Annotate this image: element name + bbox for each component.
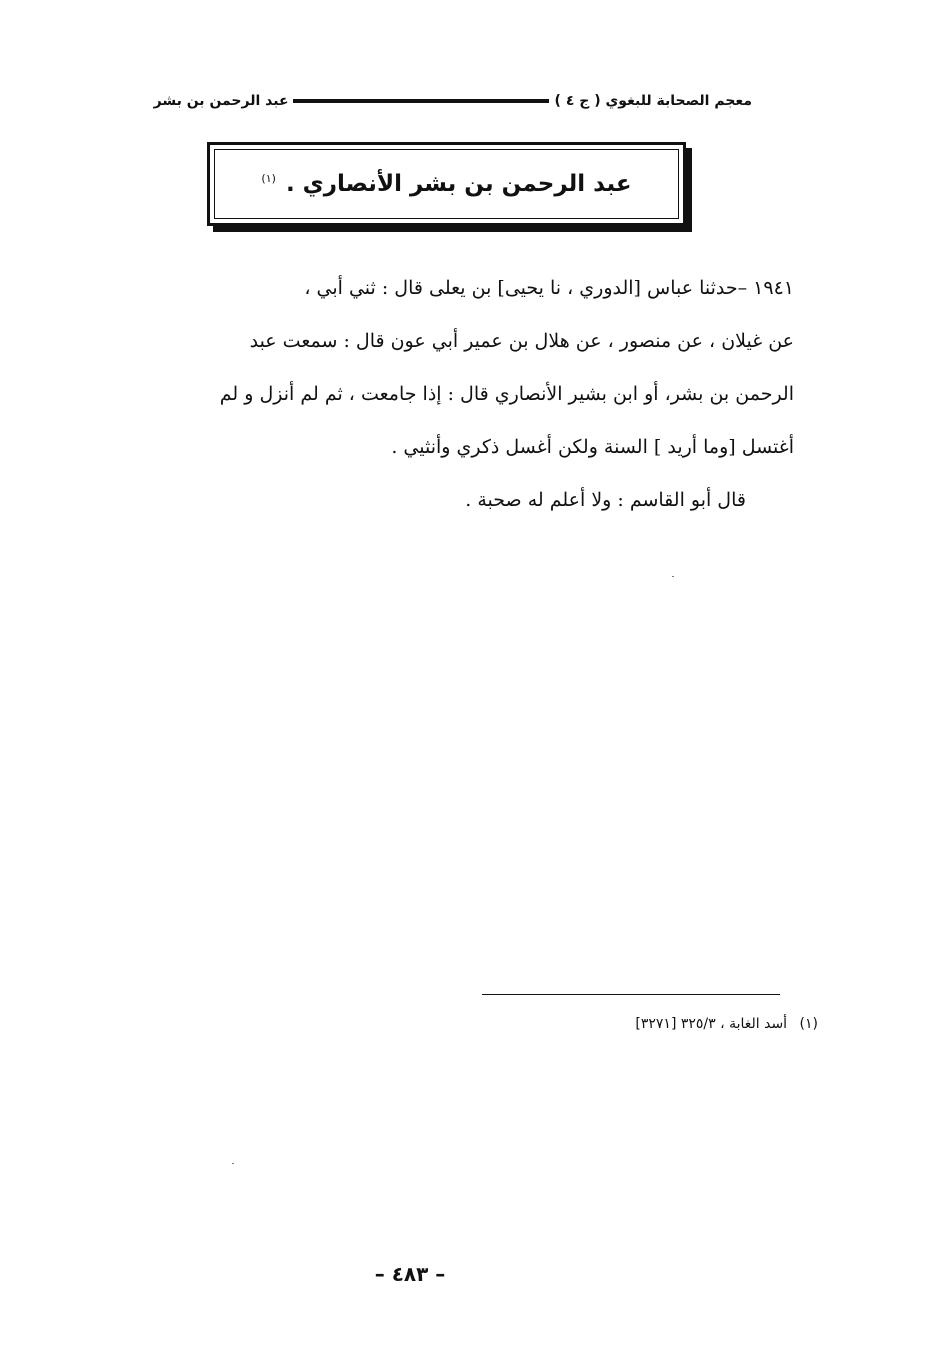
running-header: [118, 88, 752, 114]
page-number: – ٤٨٣ –: [374, 1262, 446, 1286]
title-footnote-marker: (١): [261, 172, 276, 186]
scan-speck: [232, 1163, 234, 1164]
header-rule-long: [293, 99, 549, 103]
scan-speck: [672, 576, 674, 577]
footnote-text: أسد الغابة ، ٣٢٥/٣ [٣٢٧١]: [635, 1016, 788, 1032]
running-header-chapter-title: عبد الرحمن بن بشر: [153, 93, 289, 109]
footnote: [635, 1016, 818, 1032]
hadith-line-3: الرحمن بن بشر، أو ابن بشير الأنصاري قال : إذا جامعت ، ثم لم أنزل و لم: [219, 383, 794, 405]
footnote-separator: [482, 994, 780, 995]
hadith-line-1: ١٩٤١ –حدثنا عباس [الدوري ، نا يحيى] بن يعلى قال : ثني أبي ،: [304, 277, 794, 299]
hadith-line-2: عن غيلان ، عن منصور ، عن هلال بن عمير أبي عون قال : سمعت عبد: [249, 330, 794, 352]
page-title-text: عبد الرحمن بن بشر الأنصاري .: [285, 171, 632, 197]
author-comment: قال أبو القاسم : ولا أعلم له صحبة .: [465, 489, 746, 511]
title-box: [207, 142, 686, 226]
running-header-book-title: معجم الصحابة للبغوي ( ج ٤ ): [554, 93, 752, 109]
hadith-line-4: أغتسل [وما أريد ] السنة ولكن أغسل ذكري وأنثيي .: [391, 436, 794, 458]
footnote-number: (١): [799, 1016, 818, 1032]
hadith-body: [102, 262, 794, 527]
page-title: [261, 171, 631, 197]
